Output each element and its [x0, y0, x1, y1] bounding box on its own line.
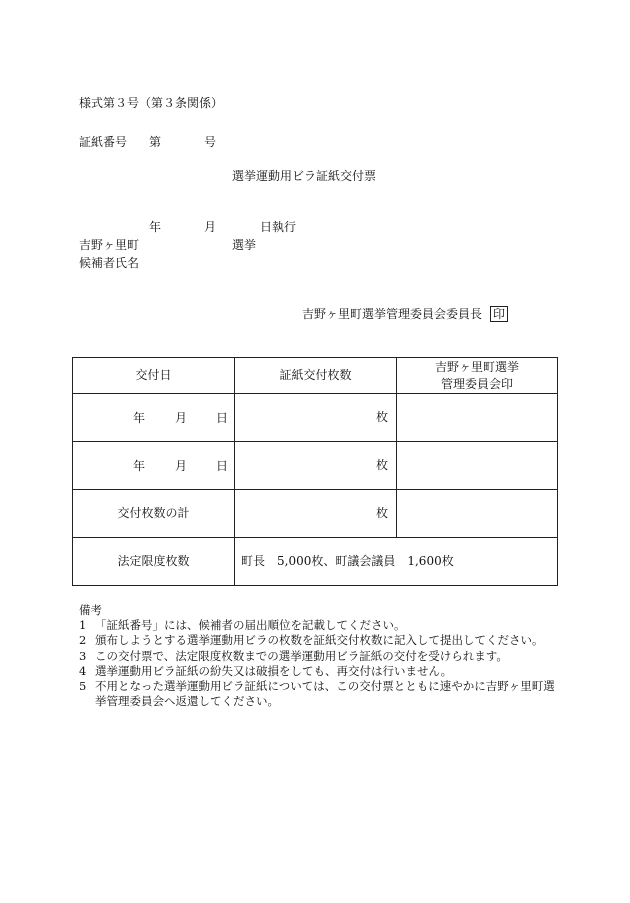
limit-value: 町長 5,000枚、町議会議員 1,600枚 [235, 538, 558, 586]
note-text: 頒布しようとする選挙運動用ビラの枚数を証紙交付枚数に記入して提出してください。 [95, 633, 544, 648]
note-number: 1 [79, 618, 87, 633]
total-seal-cell[interactable] [397, 490, 558, 538]
table-row [73, 394, 558, 442]
note-number: 2 [79, 633, 87, 648]
issuer-name [302, 306, 508, 322]
date-day: 日 [216, 410, 229, 425]
note-number: 5 [79, 679, 87, 694]
notes-section [79, 603, 559, 709]
cert-number-label: 証紙番号 [79, 135, 128, 149]
header-seal [397, 358, 558, 394]
date-cell-1[interactable] [73, 394, 235, 442]
note-text: この交付票で、法定限度枚数までの選挙運動用ビラ証紙の交付を受けられます。 [95, 648, 508, 663]
total-count-cell[interactable] [235, 490, 397, 538]
table-row [73, 538, 558, 586]
note-text: 選挙運動用ビラ証紙の紛失又は破損をしても、再交付は行いません。 [95, 663, 453, 678]
seal-cell-1[interactable] [397, 394, 558, 442]
seal-mark: 印 [490, 306, 508, 322]
note-item [79, 633, 559, 648]
election-word: 選挙 [232, 238, 257, 252]
note-item [79, 664, 559, 679]
cert-number-prefix: 第 [149, 135, 162, 149]
header-seal-line2: 管理委員会印 [440, 376, 513, 391]
note-item [79, 649, 559, 664]
date-month: 月 [175, 458, 188, 473]
date-month: 月 [175, 410, 188, 425]
issue-table [72, 357, 558, 586]
total-label: 交付枚数の計 [73, 490, 235, 538]
date-year: 年 [133, 458, 146, 473]
town-name: 吉野ヶ里町 [79, 238, 140, 252]
note-text: 不用となった選挙運動用ビラ証紙については、この交付票とともに速やかに吉野ヶ里町選挙管理委員会へ返還してください。 [95, 679, 555, 709]
table-header-row [73, 358, 558, 394]
unit-label: 枚 [375, 458, 388, 473]
election-year: 年 [149, 220, 162, 234]
note-number: 3 [79, 648, 87, 663]
notes-title: 備考 [79, 603, 102, 617]
date-cell-2[interactable] [73, 442, 235, 490]
limit-label: 法定限度枚数 [73, 538, 235, 586]
date-year: 年 [133, 410, 146, 425]
document-title: 選挙運動用ビラ証紙交付票 [232, 169, 377, 183]
count-cell-2[interactable] [235, 442, 397, 490]
header-seal-line1: 吉野ヶ里町選挙 [434, 360, 519, 375]
unit-label: 枚 [375, 410, 388, 425]
header-date: 交付日 [73, 358, 235, 394]
seal-cell-2[interactable] [397, 442, 558, 490]
table-row [73, 442, 558, 490]
candidate-name-label: 候補者氏名 [79, 256, 140, 270]
header-count: 証紙交付枚数 [235, 358, 397, 394]
table-row [73, 490, 558, 538]
count-cell-1[interactable] [235, 394, 397, 442]
form-number: 様式第３号（第３条関係） [79, 96, 224, 110]
note-number: 4 [79, 663, 87, 678]
issuer-title: 吉野ヶ里町選挙管理委員会委員長 [302, 307, 483, 321]
election-day-exec: 日執行 [260, 220, 297, 234]
date-day: 日 [216, 458, 229, 473]
note-item [79, 618, 559, 633]
unit-label: 枚 [375, 506, 388, 521]
cert-number-suffix: 号 [204, 135, 217, 149]
election-month: 月 [204, 220, 217, 234]
note-text: 「証紙番号」には、候補者の届出順位を記載してください。 [95, 618, 406, 633]
note-item [79, 679, 559, 709]
